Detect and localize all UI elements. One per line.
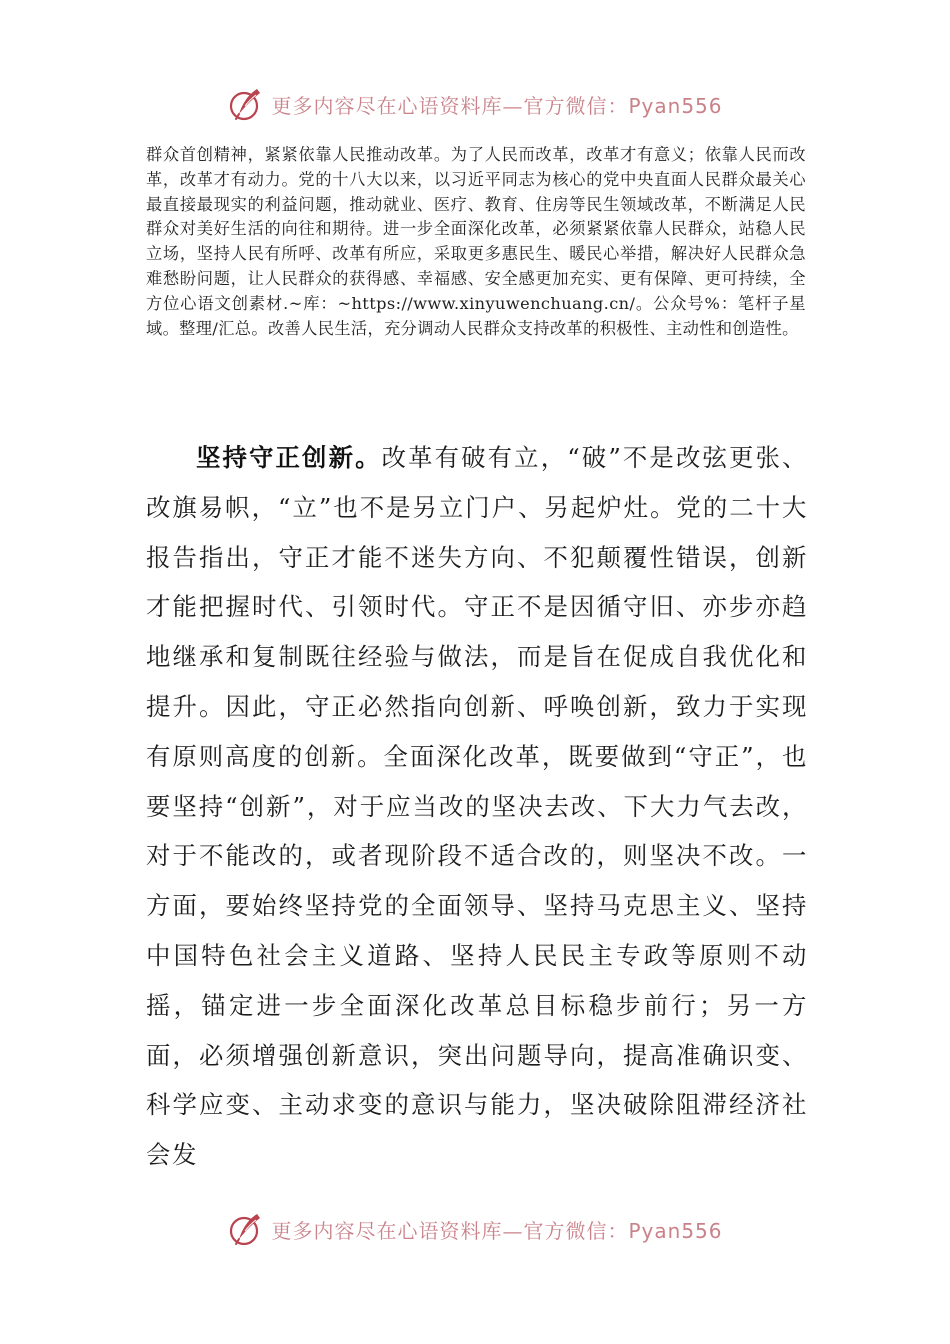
header-banner-text (271, 90, 722, 119)
quill-pen-logo-icon (227, 1210, 265, 1248)
footer-banner (0, 1209, 950, 1249)
main-paragraph-lead: 坚持守正创新。 (196, 443, 382, 472)
header-banner (0, 84, 950, 124)
main-paragraph (146, 433, 808, 1180)
quill-pen-logo-icon (227, 85, 265, 123)
footer-wechat-id: Pyan556 (628, 1218, 723, 1243)
footer-banner-label: 更多内容尽在心语资料库—官方微信： (271, 1218, 629, 1243)
header-banner-label: 更多内容尽在心语资料库—官方微信： (271, 93, 629, 118)
header-wechat-id: Pyan556 (628, 93, 723, 118)
footer-banner-text (271, 1215, 722, 1244)
small-paragraph: 群众首创精神，紧紧依靠人民推动改革。为了人民而改革，改革才有意义；依靠人民而改革，改革才有动力。党的十八大以来，以习近平同志为核心的党中央直面人民群众最关心最直接最现实的利益问题，推动就业、医疗、教育、住房等民生领域改革，不断满足人民群众对美好生活的向往和期待。进一步全面深化改革，必须紧紧依靠人民群众，站稳人民立场，坚持人民有所呼、改革有所应，采取更多惠民生、暖民心举措，解决好人民群众急难愁盼问题，让人民群众的获得感、幸福感、安全感更加充实、更有保障、更可持续，全方位心语文创素材.~库：~https://www.xinyuwenchuang.cn/。公众号%：笔杆子星域。整理/汇总。改善人民生活，充分调动人民群众支持改革的积极性、主动性和创造性。 (146, 145, 806, 338)
main-paragraph-body: 改革有破有立，“破”不是改弦更张、改旗易帜，“立”也不是另立门户、另起炉灶。党的二十大报告指出，守正才能不迷失方向、不犯颠覆性错误，创新才能把握时代、引领时代。守正不是因循守旧、亦步亦趋地继承和复制既往经验与做法，而是旨在促成自我优化和提升。因此，守正必然指向创新、呼唤创新，致力于实现有原则高度的创新。全面深化改革，既要做到“守正”，也要坚持“创新”，对于应当改的坚决去改、下大力气去改，对于不能改的，或者现阶段不适合改的，则坚决不改。一方面，要始终坚持党的全面领导、坚持马克思主义、坚持中国特色社会主义道路、坚持人民民主专政等原则不动摇，锚定进一步全面深化改革总目标稳步前行；另一方面，必须增强创新意识，突出问题导向，提高准确识变、科学应变、主动求变的意识与能力，坚决破除阻滞经济社会发 (146, 443, 808, 1170)
